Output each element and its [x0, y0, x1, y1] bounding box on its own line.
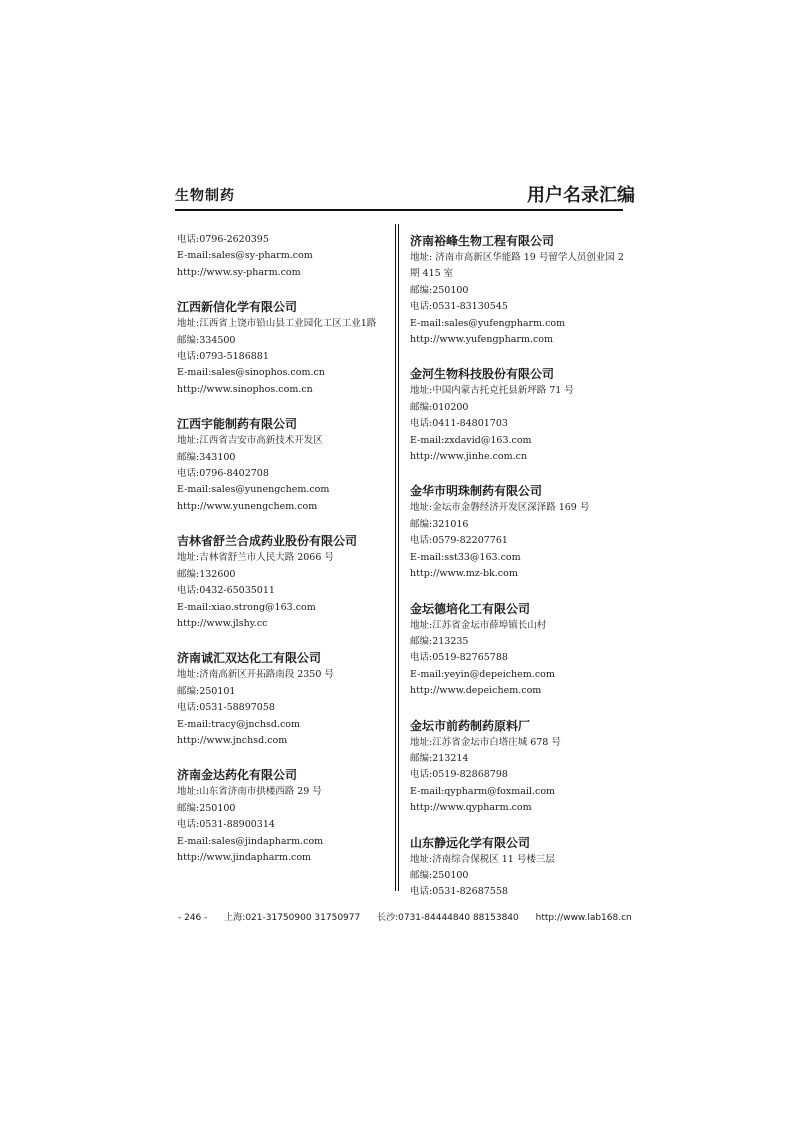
website-link[interactable]: http://www.mz-bk.com [410, 568, 518, 580]
website-link[interactable]: http://www.sy-pharm.com [177, 266, 301, 278]
entry-gap [410, 348, 626, 365]
company-entry [410, 600, 626, 700]
contact-line: 邮编:321016 [410, 518, 469, 530]
contact-line: 电话:0796-8402708 [177, 468, 269, 480]
contact-line: 地址:江西省上饶市铅山县工业园化工区工业1路 [177, 318, 377, 330]
contact-line: 邮编:250100 [410, 869, 469, 881]
website-link[interactable]: http://www.jindapharm.com [177, 851, 312, 863]
contact-line: 邮编:250101 [177, 685, 236, 697]
contact-line: 地址: 济南市高新区华能路 19 号留学人员创业园 2 期 415 室 [410, 252, 624, 280]
website-link[interactable]: http://www.qypharm.com [410, 802, 532, 814]
contact-line: 电话:0531-58897058 [177, 702, 275, 714]
contact-line: 邮编:132600 [177, 568, 236, 580]
contact-line: 邮编:213235 [410, 635, 469, 647]
company-name: 江西宇能制药有限公司 [177, 417, 298, 432]
website-link[interactable]: http://www.depeichem.com [410, 685, 542, 697]
entry-gap [177, 632, 389, 649]
website-link[interactable]: http://www.jlshy.cc [177, 617, 268, 629]
company-name: 济南金达药化有限公司 [177, 768, 298, 783]
company-name: 济南诚汇双达化工有限公司 [177, 651, 322, 666]
email-line[interactable]: E-mail:sales@jindapharm.com [177, 835, 324, 847]
contact-line: 邮编:213214 [410, 752, 469, 764]
company-name: 吉林省舒兰合成药业股份有限公司 [177, 534, 358, 549]
contact-line: 邮编:250100 [410, 284, 469, 296]
company-entry [410, 232, 626, 348]
entry-gap [177, 281, 389, 298]
email-line[interactable]: E-mail:sales@sy-pharm.com [177, 250, 313, 262]
company-entry [410, 365, 626, 465]
entry-gap [177, 515, 389, 532]
email-line[interactable]: E-mail:zxdavid@163.com [410, 434, 532, 446]
contact-line: 地址:济南综合保税区 11 号楼三层 [410, 853, 555, 865]
contact-line: 地址:中国内蒙古托克托县新坪路 71 号 [410, 385, 574, 397]
company-entry [177, 766, 389, 866]
contact-line: 地址:江苏省金坛市薛埠镇长山村 [410, 619, 547, 631]
entry-gap [177, 398, 389, 415]
company-entry [177, 649, 389, 749]
company-entry [177, 232, 389, 281]
company-entry [410, 834, 626, 901]
contact-line: 电话:0531-82687558 [410, 886, 508, 898]
column-divider [395, 224, 399, 891]
company-entry [410, 717, 626, 817]
company-entry [177, 298, 389, 398]
company-name: 金华市明珠制药有限公司 [410, 484, 543, 499]
company-entry [410, 482, 626, 582]
contact-line: 电话:0519-82765788 [410, 652, 508, 664]
entry-gap [410, 817, 626, 834]
header-rule [175, 209, 623, 211]
email-line[interactable]: E-mail:sales@yufengpharm.com [410, 317, 566, 329]
contact-line: 电话:0796-2620395 [177, 234, 269, 245]
entry-gap [177, 749, 389, 766]
section-title: 生物制药 [175, 188, 235, 204]
company-name: 金坛德培化工有限公司 [410, 601, 531, 616]
page-number: - 246 - [178, 913, 208, 923]
email-line[interactable]: E-mail:qypharm@foxmail.com [410, 785, 556, 797]
book-title: 用户名录汇编 [527, 185, 635, 206]
email-line[interactable]: E-mail:tracy@jnchsd.com [177, 718, 301, 730]
contact-line: 电话:0519-82868798 [410, 769, 508, 781]
email-line[interactable]: E-mail:xiao.strong@163.com [177, 601, 316, 613]
page-footer [178, 910, 646, 923]
contact-line: 电话:0531-83130545 [410, 301, 508, 313]
contact-line: 地址:江西省吉安市高新技术开发区 [177, 435, 323, 447]
website-link[interactable]: http://www.jinhe.com.cn [410, 451, 528, 463]
contact-line: 电话:0432-65035011 [177, 585, 275, 597]
website-link[interactable]: http://www.yufengpharm.com [410, 334, 554, 346]
company-name: 江西新信化学有限公司 [177, 300, 298, 315]
contact-line: 地址:济南高新区开拓路南段 2350 号 [177, 669, 334, 681]
email-line[interactable]: E-mail:sst33@163.com [410, 551, 521, 563]
company-entry [177, 532, 389, 632]
changsha-contact: 长沙:0731-84444840 88153840 [377, 913, 519, 923]
right-column [410, 232, 626, 901]
contact-line: 邮编:334500 [177, 334, 236, 346]
contact-line: 邮编:250100 [177, 802, 236, 814]
company-name: 山东静远化学有限公司 [410, 835, 531, 850]
contact-line: 地址:江苏省金坛市白塔庄城 678 号 [410, 736, 561, 748]
email-line[interactable]: E-mail:sales@sinophos.com.cn [177, 367, 325, 379]
entry-gap [410, 465, 626, 482]
email-line[interactable]: E-mail:yeyin@depeichem.com [410, 668, 555, 680]
website-link[interactable]: http://www.jnchsd.com [177, 734, 288, 746]
contact-line: 电话:0579-82207761 [410, 535, 508, 547]
entry-gap [410, 583, 626, 600]
website-link[interactable]: http://www.yunengchem.com [177, 500, 318, 512]
contact-line: 邮编:343100 [177, 451, 236, 463]
shanghai-contact: 上海:021-31750900 31750977 [224, 913, 361, 923]
contact-line: 电话:0793-5186881 [177, 351, 269, 363]
entry-gap [410, 700, 626, 717]
email-line[interactable]: E-mail:sales@yunengchem.com [177, 484, 330, 496]
contact-line: 电话:0411-84801703 [410, 418, 508, 430]
company-name: 济南裕峰生物工程有限公司 [410, 234, 555, 248]
footer-url: http://www.lab168.cn [535, 913, 632, 923]
contact-line: 地址:吉林省舒兰市人民大路 2066 号 [177, 552, 334, 564]
company-entry [177, 415, 389, 515]
contact-line: 地址:山东省济南市拱楼西路 29 号 [177, 786, 322, 798]
contact-line: 地址:金坛市金磐经济开发区深泽路 169 号 [410, 502, 590, 514]
website-link[interactable]: http://www.sinophos.com.cn [177, 383, 313, 395]
contact-line: 邮编:010200 [410, 401, 469, 413]
company-name: 金坛市前药制药原料厂 [410, 718, 531, 733]
contact-line: 电话:0531-88900314 [177, 819, 275, 831]
left-column [177, 232, 389, 866]
company-name: 金河生物科技股份有限公司 [410, 367, 555, 382]
